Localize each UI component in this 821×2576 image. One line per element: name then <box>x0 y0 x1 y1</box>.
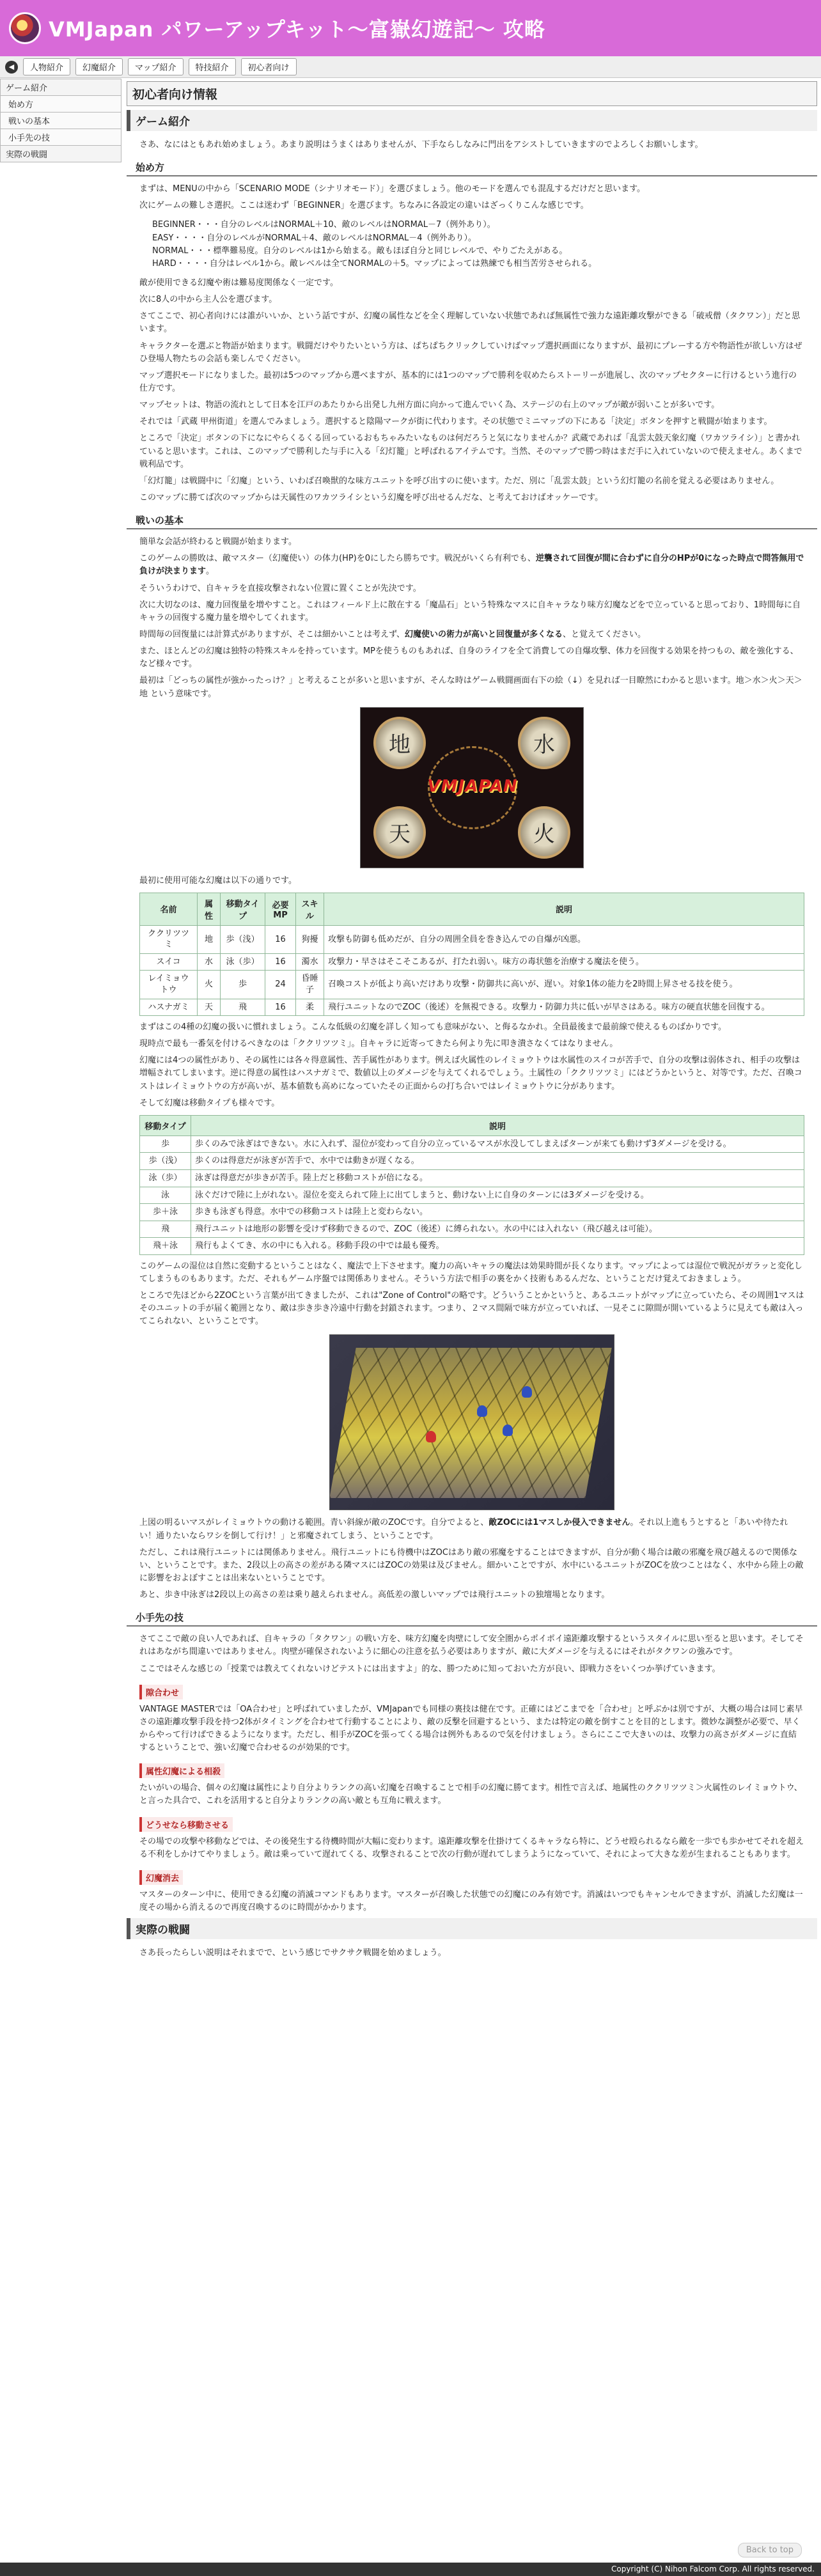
table-cell: 歩 <box>140 1136 191 1153</box>
table-cell: 16 <box>265 953 296 971</box>
game-intro-text: さあ、なにはともあれ始めましょう。あまり説明はうまくはありませんが、下手ならしなみに門出をアシストしていきますのでよろしくお願いします。 <box>139 140 703 150</box>
paragraph: 現時点で最も一番気を付けるべきなのは「ククリツツミ」。自キャラに近寄ってきたら何より先に叩き潰さなくてはなりません。 <box>139 1039 618 1049</box>
paragraph: ところで先ほどから2ZOCという言葉が出てきましたが、これは"Zone of Control"の略です。どういうことかというと、あるユニットがマップに立っていたら、その周囲1マスはそのユニットの手が届く範囲となり、敵は歩き歩き冷遠中行動を封鎖されます。つまり、２マス間隔で味方が立っていれば、一見そこに隙間が開いているように見えても敵は入ってこられない、ということです。 <box>139 1291 804 1327</box>
text-span: 時間毎の回復量には計算式がありますが、そこは細かいことは考えず、 <box>139 629 405 639</box>
table-cell: 泳ぐだけで陸に上がれない。湿位を変えられて陸上に出てしまうと、動けない上に自身のターンには3ダメージを受ける。 <box>191 1187 804 1204</box>
table-row <box>140 953 804 971</box>
nav-item-beginners[interactable]: 初心者向け <box>241 58 297 75</box>
table-cell: 16 <box>265 999 296 1016</box>
movement-type-table <box>139 1115 804 1255</box>
table-row <box>140 1153 804 1170</box>
nav-item-maps[interactable]: マップ紹介 <box>128 58 183 75</box>
table-row <box>140 1204 804 1221</box>
table-cell: 飛行もよくてき、水の中にも入れる。移動手段の中では最も優秀。 <box>191 1238 804 1255</box>
table-cell: 地 <box>198 925 221 953</box>
paragraph: マップセットは、物語の流れとして日本を江戸のあたりから出発し九州方面に向かって進んでいく為、ステージの右上のマップが敵が弱いことが多いです。 <box>139 400 720 410</box>
paragraph: 幻魔には4つの属性があり、その属性には各々得意属性、苦手属性があります。例えば火属性のレイミョウトウは水属性のスイコが苦手で、自分の攻撃は弱体され、相手の攻撃は増幅されてしまいます。逆に得意の属性はハスナガミで、数値以上のダメージを与えてくれるでしょう。土属性の「ククリツツミ」にはどうかというと、対等です。ただ、召喚コストはレイミョウトウの方が高いが、基本値数も高めになっていたその正面からの打ち合いではレイミョウトウに分があります。 <box>139 1056 802 1091</box>
hex-map-terrain <box>329 1348 611 1498</box>
column-header: 説明 <box>324 893 804 925</box>
subheading-genma-erase: 幻魔消去 <box>139 1870 183 1885</box>
section-heading-start: 始め方 <box>127 159 817 176</box>
paragraph: 簡単な会話が終わると戦闘が始まります。 <box>139 537 297 547</box>
table-cell: 飛＋泳 <box>140 1238 191 1255</box>
paragraph: そして幻魔は移動タイプも様々です。 <box>139 1098 280 1108</box>
difficulty-item: BEGINNER・・・自分のレベルはNORMAL＋10、敵のレベルはNORMAL－7（例外あり）。 <box>152 220 496 230</box>
sidebar-item-game-intro[interactable]: ゲーム紹介 <box>0 79 121 96</box>
table-cell: 飛行ユニットなのでZOC（後述）を無視できる。攻撃力・防御力共に低いが早さはある。味方の硬直状態を回復する。 <box>324 999 804 1016</box>
main-content <box>127 79 817 1963</box>
back-to-top-button[interactable]: Back to top <box>738 2543 802 2557</box>
paragraph: 最初は「どっちの属性が強かったっけ？」と考えることが多いと思いますが、そんな時はゲーム戦闘画面右下の絵（↓）を見れば一目瞭然にわかると思います。地＞水＞火＞天＞地 という意味です。 <box>139 676 802 699</box>
footer-copyright: Copyright (C) Nihon Falcom Corp. All rights reserved. <box>0 2563 821 2576</box>
emphasis: 敵ZOCには1マスしか侵入できません <box>489 1518 630 1528</box>
paragraph: たいがいの場合、個々の幻魔は属性により自分よりランクの高い幻魔を召喚することで相手の幻魔に勝てます。相性で言えば、地属性のククリツツミ＞火属性のレイミョウトウ、と言った具合で、これを活用すると自分よりランクの高い敵とも互角に戦えます。 <box>139 1783 802 1806</box>
starter-genma-table <box>139 893 804 1016</box>
nav-item-characters[interactable]: 人物紹介 <box>23 58 70 75</box>
zoc-map-screenshot <box>329 1334 614 1510</box>
table-row <box>140 1187 804 1204</box>
page-title: 初心者向け情報 <box>127 81 817 106</box>
table-row <box>140 1136 804 1153</box>
paragraph: 次にゲームの難しさ選択。ここは迷わず「BEGINNER」を選びます。ちなみに各設定の違いはざっくりこんな感じです。 <box>139 201 589 211</box>
site-header <box>0 0 821 56</box>
paragraph: その場での攻撃や移動などでは、その後発生する待機時間が大幅に変わります。遠距離攻撃を仕掛けてくるキャラなら特に、どうせ殴られるなら敵を一歩でも歩かせてそれを超える不利をしかけてやりましょう。敵は乗っていて遅れてくる、攻撃されることで次の行動が遅れてしまうようになっていて、それによって大きな差が生まれることもあります。 <box>139 1836 804 1859</box>
element-heaven-icon: 天 <box>373 806 426 859</box>
emphasis: 逆襲されて回復が間に合わずに自分のHPが0になった時点で問答無用で負けが決まります <box>139 554 804 577</box>
table-cell: スイコ <box>140 953 198 971</box>
table-cell: 歩くのは得意だが泳ぎが苦手で、水中では動きが遅くなる。 <box>191 1153 804 1170</box>
table-cell: 攻撃も防御も低めだが、自分の周囲全員を巻き込んでの自爆が凶悪。 <box>324 925 804 953</box>
paragraph: 次に大切なのは、魔力回復量を増やすこと。これはフィールド上に散在する「魔晶石」という特殊なマスに自キャラなり味方幻魔などをで立っていると思っており、1時間毎に自キャラの回復する魔力量を増やしてくれます。 <box>139 600 801 623</box>
table-cell: 泳（歩） <box>221 953 265 971</box>
element-fire-icon: 火 <box>518 806 570 859</box>
column-header: スキル <box>296 893 324 925</box>
table-row <box>140 925 804 953</box>
paragraph: さてここで、初心者向けには誰がいいか、という話ですが、幻魔の属性などを全く理解していない状態であれば無属性で強力な遠距離攻撃ができる「破戒僧（タクワン）」だと思います。 <box>139 311 801 334</box>
column-header: 必要MP <box>265 893 296 925</box>
table-cell: 攻撃力・早さはそこそこあるが、打たれ弱い。味方の毒状態を治療する魔法を使う。 <box>324 953 804 971</box>
element-diagram-image <box>360 707 584 868</box>
diagram-logo: VMJAPAN <box>427 776 518 796</box>
difficulty-item: EASY・・・・自分のレベルがNORMAL＋4、敵のレベルはNORMAL－4（例外あり）。 <box>152 233 477 243</box>
site-title[interactable]: VMJapan パワーアップキット～富嶽幻遊記～ 攻略 <box>49 17 545 42</box>
table-cell: 歩（浅） <box>140 1153 191 1170</box>
paragraph: ただし、これは飛行ユニットには関係ありません。飛行ユニットにも待機中はZOCはあり敵の邪魔をすることはできますが、自分が動く場合は敵の邪魔を飛び越えるので関係ない、ということです。また、2段以上の高さの差がある隣マスにはZOCの効果は及びません。細かいことですが、水中にいるユニットがZOCを放つことはなく、水中から陸上の敵に影響をおよぼすことは出来ないということです。 <box>139 1547 804 1583</box>
paragraph: ところで「決定」ボタンの下になにやらくるくる回っているおもちゃみたいなものは何だろうと気になりませんか？武蔵であれば「乱雲太鼓天象幻魔（ワカツライシ）」と書かれていると思います。これは、このマップで勝利した与手に入る「幻灯籠」と呼ばれるアイテムです。当然、そのマップで勝つ時はまだ手に入れていないので使えません。あくまで戦利品です。 <box>139 433 802 469</box>
table-cell: 16 <box>265 925 296 953</box>
sidebar-item-how-to-start[interactable]: 始め方 <box>0 96 121 113</box>
element-water-icon: 水 <box>518 717 570 769</box>
paragraph: 「幻灯籠」は戦闘中に「幻魔」という、いわば召喚獣的な味方ユニットを呼び出すのに使います。ただ、別に「乱雲太鼓」という幻灯籠の名前を覚える必要はありません。 <box>139 476 779 486</box>
table-cell: 柔 <box>296 999 324 1016</box>
paragraph: まずはこの4種の幻魔の扱いに慣れましょう。こんな低級の幻魔を詳しく知っても意味がない、と侮るなかれ。全員最後まで最前線で使えるものばかりです。 <box>139 1022 727 1033</box>
sidebar-item-battle-basics[interactable]: 戦いの基本 <box>0 113 121 129</box>
paragraph: さてここで敵の良い人であれば、自キャラの「タクワン」の戦い方を、味方幻魔を肉壁にして安全圏からポイポイ遠距離攻撃するというスタイルに思い至ると思います。そしてそれはあながち間違いではありません。肉壁が確保されないように細心の注意を払う必要はありますが、敵に大ダメージを与えるにはそれがタクワンの強みです。 <box>139 1634 804 1657</box>
emphasis: 幻魔使いの術力が高いと回復量が多くなる <box>404 629 563 639</box>
table-cell: 召喚コストが低より高いだけあり攻撃・防御共に高いが、遅い。対象1体の能力を2時間上昇させる技を使う。 <box>324 971 804 999</box>
table-row <box>140 971 804 999</box>
nav-item-genma[interactable]: 幻魔紹介 <box>75 58 123 75</box>
difficulty-item: HARD・・・・自分はレベル1から。敵レベルは全てNORMALの＋5。マップによっては熟練でも相当苦労させられる。 <box>152 258 597 269</box>
paragraph: マップ選択モードになりました。最初は5つのマップから選べますが、基本的には1つのマップで勝利を収めたらストーリーが進展し、次のマップセクターに行けるという進行の仕方です。 <box>139 370 797 393</box>
column-header: 名前 <box>140 893 198 925</box>
paragraph: それでは「武蔵 甲州街道」を選んでみましょう。選択すると陰陽マークが街に代わります。その状態でミニマップの下にある「決定」ボタンを押すと戦闘が始まります。 <box>139 417 772 427</box>
paragraph: このマップに勝てば次のマップからは天属性のワカツライシという幻魔を呼び出せるんだな、と考えておけばオッケーです。 <box>139 492 604 503</box>
paragraph <box>139 1517 804 1542</box>
table-cell: 歩くのみで泳ぎはできない。水に入れず、湿位が変わって自分の立っているマスが水没してしまえばターンが来ても動けず3ダメージを受ける。 <box>191 1136 804 1153</box>
table-cell: 歩 <box>221 971 265 999</box>
section-heading-actual-battle: 実際の戦闘 <box>127 1918 817 1939</box>
section-heading-game-intro: ゲーム紹介 <box>127 110 817 131</box>
subheading-element-offset: 属性幻魔による相殺 <box>139 1763 224 1778</box>
paragraph: 敵が使用できる幻魔や術は難易度関係なく一定です。 <box>139 277 338 288</box>
element-earth-icon: 地 <box>373 717 426 769</box>
element-diagram-wrap <box>127 707 817 868</box>
table-cell: 飛 <box>140 1221 191 1238</box>
section-heading-battle: 戦いの基本 <box>127 512 817 529</box>
table-cell: 歩（浅） <box>221 925 265 953</box>
paragraph: ここではそんな感じの「授業では教えてくれないけどテストには出ますよ」的な、勝つために知っておいた方が良い、即戦力さをいくつか挙げていきます。 <box>139 1664 721 1674</box>
table-cell: レイミョウトウ <box>140 971 198 999</box>
table-cell: 飛 <box>221 999 265 1016</box>
column-header: 移動タイプ <box>221 893 265 925</box>
table-cell: 歩きも泳ぎも得意。水中での移動コストは陸上と変わらない。 <box>191 1204 804 1221</box>
column-header: 属性 <box>198 893 221 925</box>
table-cell: 火 <box>198 971 221 999</box>
paragraph: そういうわけで、自キャラを直接攻撃されない位置に置くことが先決です。 <box>139 583 421 593</box>
table-cell: 水 <box>198 953 221 971</box>
paragraph: このゲームの湿位は自然に変動するということはなく、魔法で上下させます。魔力の高いキャラの魔法は効果時間が長くなります。マップによっては湿位で戦況がガラッと変化してしまうものもあります。ただ、それもゲーム序盤では関係ありません。そういう方法で相手の裏をかく技術もあるんだな、ということだけ覚えておきましょう。 <box>139 1261 802 1284</box>
table-cell: 天 <box>198 999 221 1016</box>
table-cell: 泳（歩） <box>140 1170 191 1187</box>
difficulty-item: NORMAL・・・標準難易度。自分のレベルは1から始まる。敵もほぼ自分と同じレベルで、やりごたえがある。 <box>152 246 568 256</box>
table-cell: 泳ぎは得意だが歩きが苦手。陸上だと移動コストが倍になる。 <box>191 1170 804 1187</box>
table-header-row <box>140 893 804 925</box>
section-heading-tricks: 小手先の技 <box>127 1609 817 1627</box>
column-header: 説明 <box>191 1115 804 1136</box>
column-header: 移動タイプ <box>140 1115 191 1136</box>
paragraph <box>139 628 804 641</box>
table-cell: 濁水 <box>296 953 324 971</box>
table-cell: ハスナガミ <box>140 999 198 1016</box>
paragraph <box>139 552 804 578</box>
table-row <box>140 1238 804 1255</box>
table-cell: 24 <box>265 971 296 999</box>
unit-marker <box>522 1386 532 1398</box>
unit-marker <box>426 1431 436 1442</box>
table-cell: 泳 <box>140 1187 191 1204</box>
table-row <box>140 1221 804 1238</box>
text-span: このゲームの勝敗は、敵マスター（幻魔使い）の体力(HP)を0にしたら勝ちです。戦況がいくら有利でも、 <box>139 554 536 564</box>
text-span: 。 <box>206 566 215 577</box>
paragraph: あと、歩き中泳ぎは2段以上の高さの差は乗り越えられません。高低差の激しいマップでは飛行ユニットの独壇場となります。 <box>139 1590 610 1600</box>
paragraph: VANTAGE MASTERでは「OA合わせ」と呼ばれていましたが、VMJapanでも同様の裏技は健在です。正確にはどこまでを「合わせ」と呼ぶかは別ですが、大概の場合は同じ素早さの遠距離攻撃手段を持つ2体がタイミングを合わせて行動することにより、敵の反撃を回避するという、または特定の敵を倒すことを目的とします。微妙な調整が必要で、早くからやって行けばできるようになります。ただし、相手がZOCを張ってくる場合は例外もあるので気を付けましょう。さらにここで大きいのは、攻撃力の高さがダメージに直結するということで、強い幻魔で合わせるのが効果的です。 <box>139 1704 803 1753</box>
paragraph: また、ほとんどの幻魔は独特の特殊スキルを持っています。MPを使うものもあれば、自身のライフを全て消費しての自爆攻撃、体力を回復する効果を持つもの、敵を強化する、など様々です。 <box>139 646 799 669</box>
table-cell: 昏睡 子 <box>296 971 324 999</box>
table-cell: 歩＋泳 <box>140 1204 191 1221</box>
table-row <box>140 1170 804 1187</box>
text-span: 、と覚えてください。 <box>562 629 646 639</box>
paragraph: マスターのターン中に、使用できる幻魔の消滅コマンドもあります。マスターが召喚した状態での幻魔にのみ有効です。消滅はいつでもキャンセルできますが、消滅した幻魔は一度その場から消えるので再度召喚するのに時間がかかります。 <box>139 1889 803 1912</box>
nav-toggle-icon[interactable]: ◀ <box>5 61 18 74</box>
table-cell: 狗擾 <box>296 925 324 953</box>
unit-marker <box>503 1425 513 1436</box>
site-logo[interactable] <box>9 12 41 44</box>
top-nav <box>0 56 821 78</box>
sidebar-item-tricks[interactable]: 小手先の技 <box>0 129 121 146</box>
text-span: 。それ以上進もうとすると「あいや待たれい！通りたいならワシを倒して行け！」と邪魔されてしまう、ということです。 <box>139 1518 788 1541</box>
table-cell: 飛行ユニットは地形の影響を受けず移動できるので、ZOC（後述）に縛られない。水の中には入れない（飛び越えは可能）。 <box>191 1221 804 1238</box>
sidebar-item-actual-battle[interactable]: 実際の戦闘 <box>0 146 121 162</box>
difficulty-list <box>152 219 792 270</box>
text-span: 上図の明るいマスがレイミョウトウの動ける範囲。青い斜線が敵のZOCです。自分でよると、 <box>139 1518 489 1528</box>
table-header-row <box>140 1115 804 1136</box>
table-cell: ククリツツミ <box>140 925 198 953</box>
paragraph: まずは、MENUの中から「SCENARIO MODE（シナリオモード）」を選びましょう。他のモードを選んでも混乱するだけだと思います。 <box>139 184 646 194</box>
sidebar <box>0 79 121 162</box>
paragraph: 次に8人の中から主人公を選びます。 <box>139 295 278 305</box>
unit-marker <box>477 1405 487 1417</box>
paragraph: さあ長ったらしい説明はそれまでで、という感じでサクサク戦闘を始めましょう。 <box>139 1948 446 1958</box>
subheading-make-move: どうせなら移動させる <box>139 1817 233 1832</box>
paragraph: 最初に使用可能な幻魔は以下の通りです。 <box>139 875 297 886</box>
nav-item-skills[interactable]: 特技紹介 <box>189 58 236 75</box>
paragraph: キャラクターを選ぶと物語が始まります。戦闘だけやりたいという方は、ぱちぱちクリックしていけばマップ選択画面になりますが、最初にプレーする方や物語性が欲しい方はぜひ登場人物たちの会話も楽しんでください。 <box>139 341 802 364</box>
table-row <box>140 999 804 1016</box>
zoc-map-wrap <box>127 1334 817 1510</box>
subheading-timing: 隙合わせ <box>139 1685 183 1699</box>
